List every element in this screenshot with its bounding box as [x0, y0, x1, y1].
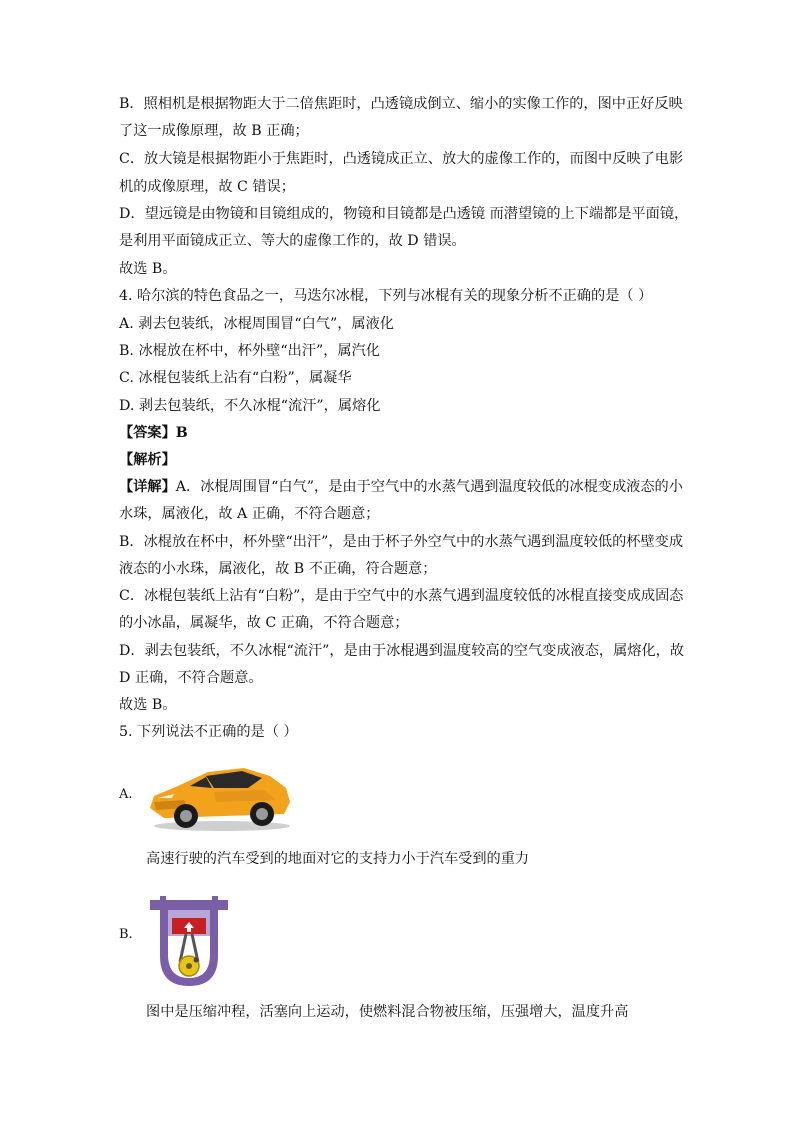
explanation-c-magnifier-line1: C．放大镜是根据物距小于焦距时，凸透镜成正立、放大的虚像工作的，而图中反映了电影 [119, 151, 684, 167]
question-5-option-b-label: B. [119, 927, 133, 942]
explanation-b-photo-line1: B．照相机是根据物距大于二倍焦距时，凸透镜成倒立、缩小的实像工作的，图中正好反映 [119, 96, 683, 112]
choose-answer-b-second: 故选 B。 [119, 697, 177, 713]
question-5-option-a-text: 高速行驶的汽车受到的地面对它的支持力小于汽车受到的重力 [146, 851, 530, 867]
question-5-option-b-text: 图中是压缩冲程，活塞向上运动，使燃料混合物被压缩，压强增大，温度升高 [146, 1004, 629, 1020]
explanation-d-telescope-line1: D．望远镜是由物镜和目镜组成的，物镜和目镜都是凸透镜 而潜望镜的上下端都是平面镜， [119, 206, 689, 222]
detail-label: 【详解】 [119, 479, 176, 495]
detail-c-line2: 的小冰晶，属凝华，故 C 正确，不符合题意； [119, 615, 409, 631]
question-4-option-c: C. 冰棍包装纸上沾有“白粉”，属凝华 [119, 370, 352, 386]
answer-label: 【答案】B [119, 425, 188, 441]
sports-car-image [144, 756, 294, 836]
detail-d-line2: D 正确，不符合题意。 [119, 670, 263, 686]
explanation-d-telescope-line2: 是利用平面镜成正立、等大的虚像工作的，故 D 错误。 [119, 233, 466, 249]
detail-b-line1: B．冰棍放在杯中，杯外壁“出汗”，是由于杯子外空气中的水蒸气遇到温度较低的杯壁变成 [119, 534, 684, 550]
question-5-option-a-label: A. [119, 787, 133, 802]
explanation-c-magnifier-line2: 机的成像原理，故 C 错误； [119, 179, 295, 195]
choose-answer-b-first: 故选 B。 [119, 261, 177, 277]
question-4-option-a: A. 剥去包装纸，冰棍周围冒“白气”，属液化 [119, 316, 394, 332]
question-4-option-b: B. 冰棍放在杯中，杯外壁“出汗”，属汽化 [119, 343, 380, 359]
detail-a-text: A．冰棍周围冒“白气”，是由于空气中的水蒸气遇到温度较低的冰棍变成液态的小 [175, 479, 683, 495]
detail-d-line1: D．剥去包装纸，不久冰棍“流汗”，是由于冰棍遇到温度较高的空气变成液态，属熔化，故 [119, 643, 685, 659]
detail-a-line1 [119, 477, 683, 497]
explanation-b-photo-line2: 了这一成像原理，故 B 正确； [119, 123, 309, 139]
question-4-option-d: D. 剥去包装纸，不久冰棍“流汗”，属熔化 [119, 398, 381, 414]
question-4-stem: 4. 哈尔滨的特色食品之一，马迭尔冰棍，下列与冰棍有关的现象分析不正确的是（ ） [119, 288, 653, 304]
question-5-stem: 5. 下列说法不正确的是（ ） [119, 724, 298, 740]
analysis-label: 【解析】 [119, 452, 176, 468]
detail-c-line1: C．冰棍包装纸上沾有“白粉”，是由于空气中的水蒸气遇到温度较低的冰棍直接变成成固态 [119, 588, 684, 604]
detail-b-line2: 液态的小水珠，属液化，故 B 不正确，符合题意； [119, 561, 437, 577]
engine-compression-stroke-diagram [146, 894, 232, 990]
detail-a-line2: 水珠，属液化，故 A 正确，不符合题意； [119, 506, 380, 522]
